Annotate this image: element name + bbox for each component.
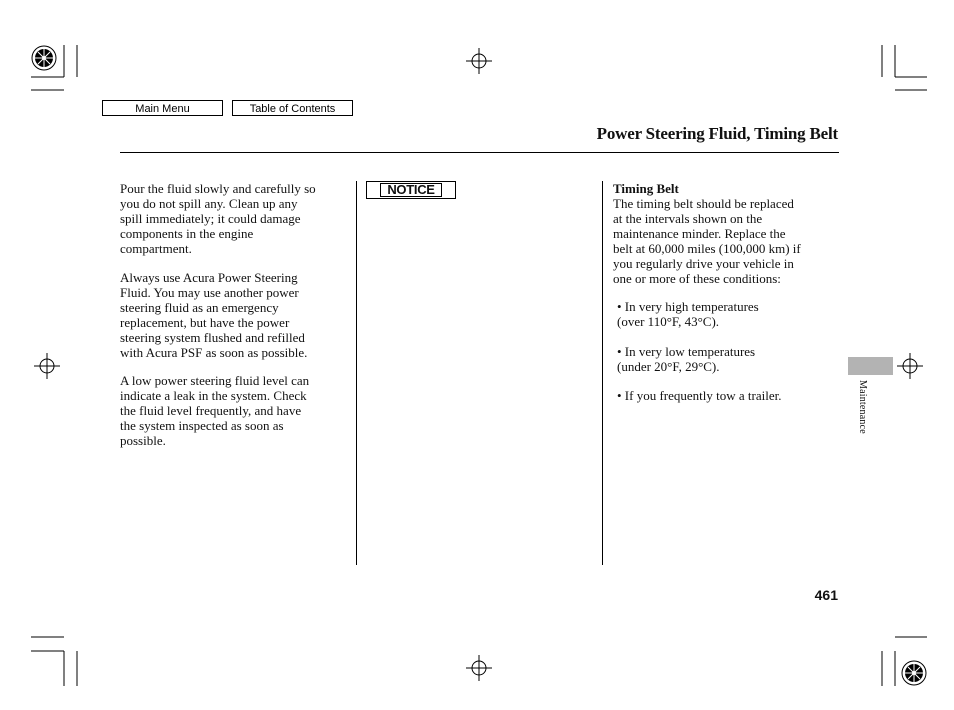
- page-title: Power Steering Fluid, Timing Belt: [596, 124, 838, 143]
- left-paragraph-3: A low power steering fluid level can indicate a leak in the system. Check the fluid level frequently, and have the system inspected as soon as possible.: [120, 373, 310, 448]
- starburst-mark-top-left: [31, 45, 57, 71]
- registration-target-right: [897, 353, 923, 379]
- registration-target-left: [34, 353, 60, 379]
- section-tab-label: Maintenance: [857, 380, 868, 434]
- timing-belt-intro: The timing belt should be replaced at the intervals shown on the maintenance minder. Replace the belt at 60,000 miles (100,000 km) if you regularly drive your vehicle in one or more of these conditions:: [613, 196, 801, 286]
- notice-label: NOTICE: [380, 183, 441, 197]
- left-paragraph-1: Pour the fluid slowly and carefully so you do not spill any. Clean up any spill immediately; it could damage components in the engine compartment.: [120, 181, 316, 256]
- left-paragraph-2: Always use Acura Power Steering Fluid. You may use another power steering fluid as an emergency replacement, but have the power steering system flushed and refilled with Acura PSF as soon as possible.: [120, 270, 308, 360]
- condition-bullet-trailer: • If you frequently tow a trailer.: [617, 388, 782, 403]
- page-number: 461: [814, 587, 838, 603]
- starburst-mark-bottom-right: [901, 660, 927, 686]
- condition-bullet-low-temp: • In very low temperatures (under 20°F, 29°C).: [617, 344, 756, 374]
- timing-belt-heading: Timing Belt: [613, 181, 679, 196]
- table-of-contents-button[interactable]: Table of Contents: [232, 100, 353, 116]
- main-menu-button[interactable]: Main Menu: [102, 100, 223, 116]
- registration-target-bottom: [466, 655, 492, 681]
- registration-target-top: [466, 48, 492, 74]
- condition-bullet-high-temp: • In very high temperatures (over 110°F, 43°C).: [617, 299, 759, 329]
